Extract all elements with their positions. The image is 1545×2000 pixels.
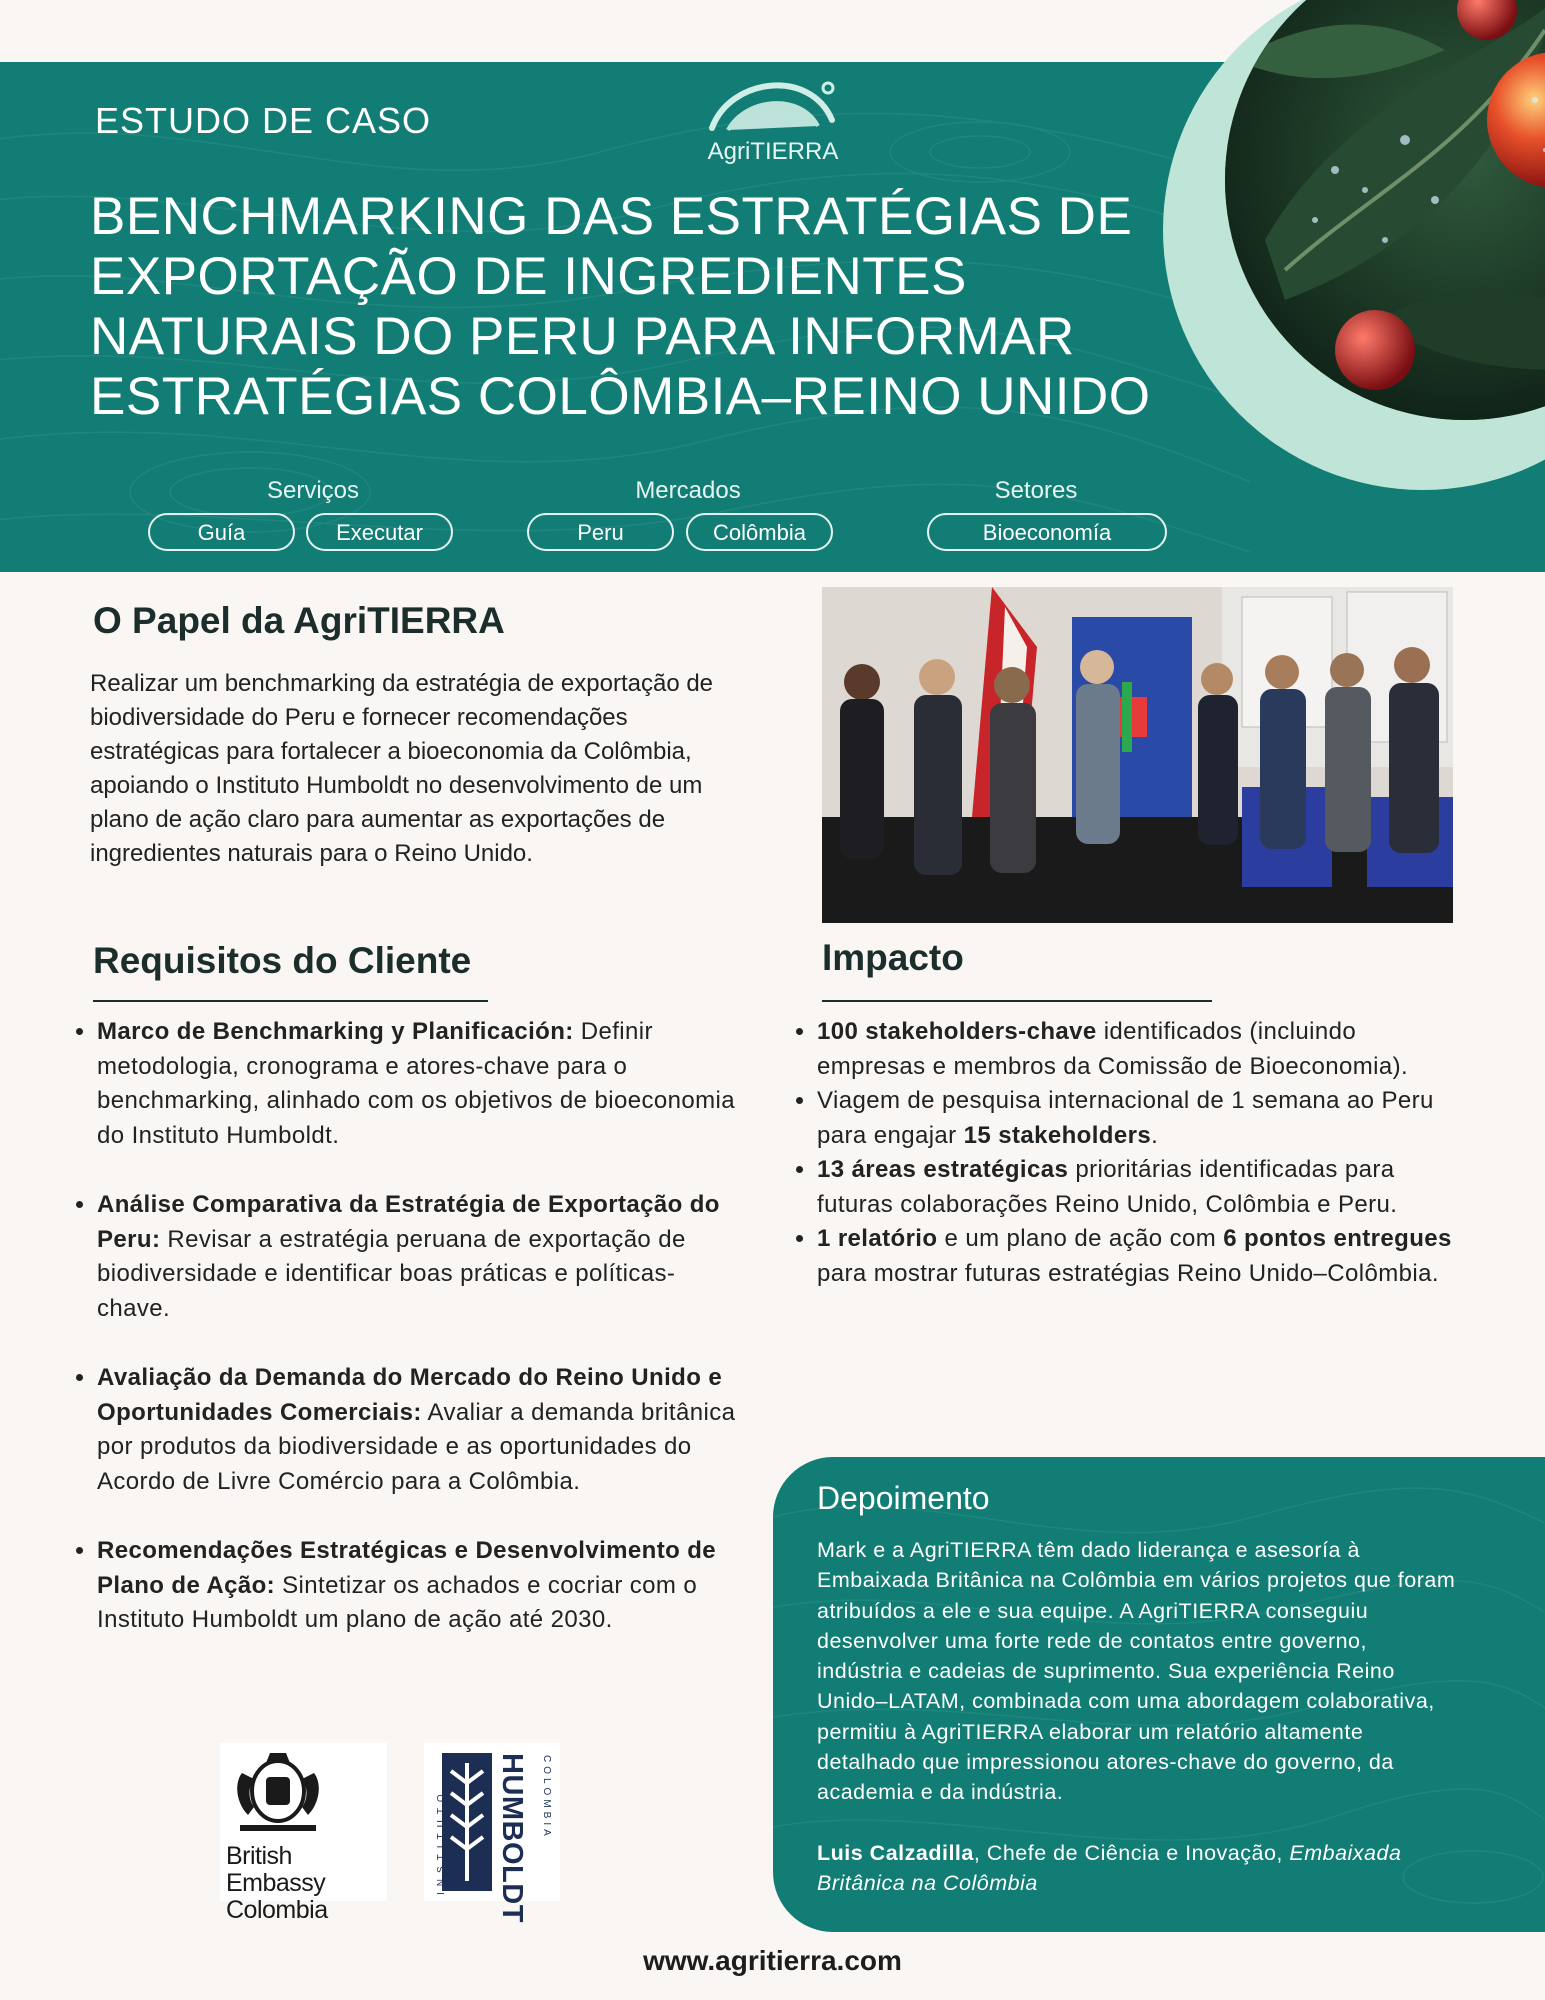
list-item <box>97 1534 747 1638</box>
humboldt-small-text: INSTITUTO <box>436 1788 447 1895</box>
embassy-text <box>226 1843 387 1924</box>
requirement-heading: Análise Comparativa da Estratégia de Exportação do Peru: <box>97 1191 720 1253</box>
list-item <box>817 1222 1452 1291</box>
embassy-line-1: British Embassy <box>226 1842 326 1897</box>
testimonial-quote <box>817 1535 1457 1898</box>
tag-bioeconomia: Bioeconomía <box>927 513 1167 551</box>
impact-text: prioritárias identificadas para futuras colaborações Reino Unido, Colômbia e Peru. <box>817 1156 1398 1218</box>
markets-label: Mercados <box>635 477 741 504</box>
website-url[interactable]: www.agritierra.com <box>643 1945 902 1976</box>
author-role: , Chefe de Ciência e Inovação, <box>973 1840 1290 1865</box>
tag-guia: Guía <box>148 513 295 551</box>
impact-highlight: 13 áreas estratégicas <box>817 1156 1069 1183</box>
impact-title: Impacto <box>822 937 964 978</box>
list-item <box>97 1361 747 1499</box>
tag-colombia: Colômbia <box>686 513 833 551</box>
list-item <box>817 1015 1452 1084</box>
team-photo <box>822 587 1453 923</box>
role-title: O Papel da AgriTIERRA <box>93 600 505 641</box>
humboldt-logo <box>424 1743 560 1923</box>
british-embassy-logo <box>220 1743 387 1924</box>
tag-peru: Peru <box>527 513 674 551</box>
impact-divider <box>822 1000 1212 1002</box>
list-item <box>817 1153 1452 1222</box>
impact-highlight: 15 stakeholders <box>963 1121 1152 1149</box>
tag-executar: Executar <box>306 513 453 551</box>
requirement-heading: Avaliação da Demanda do Mercado do Reino Unido e Oportunidades Comerciais: <box>97 1364 723 1426</box>
requirements-title: Requisitos do Cliente <box>93 940 472 981</box>
impact-text: . <box>1151 1121 1159 1149</box>
quote-text: Mark e a AgriTIERRA têm dado liderança e asesoría à Embaixada Britânica na Colômbia em vários projetos que foram atribuídos a ele e sua equipe. A AgriTIERRA conseguiu desenvolver uma forte rede de contatos entre governo, indústria e cadeias de suprimento. Sua experiência Reino Unido–LATAM, combinada com uma abordagem colaborativa, permitiu à AgriTIERRA elaborar um relatório altamente detalhado que impressionou atores-chave do governo, da academia e da indústria. <box>817 1538 1456 1805</box>
testimonial-title: Depoimento <box>817 1480 990 1516</box>
testimonial-attribution <box>817 1838 1457 1899</box>
role-text: Realizar um benchmarking da estratégia de exportação de biodiversidade do Peru e fornecer recomendações estratégicas para fortalecer a bioeconomia da Colômbia, apoiando o Instituto Humboldt no desenvolvimento de um plano de ação claro para aumentar as exportações de ingredientes naturais para o Reino Unido. <box>90 670 714 867</box>
embassy-line-2: Colombia <box>226 1896 328 1924</box>
requirement-heading: Recomendações Estratégicas e Desenvolvimento de Plano de Ação: <box>97 1537 717 1599</box>
impact-highlight: 1 relatório <box>817 1225 938 1252</box>
author-organization: Embaixada Britânica na Colômbia <box>817 1840 1402 1895</box>
humboldt-name: HUMBOLDT <box>496 1753 528 1923</box>
requirement-text: Avaliar a demanda britânica por produtos da biodiversidade e as oportunidades do Acordo de Livre Comércio para a Colômbia. <box>97 1398 736 1495</box>
impact-text: para mostrar futuras estratégias Reino Unido–Colômbia. <box>817 1259 1439 1287</box>
requirements-list <box>67 1015 747 1673</box>
humboldt-country: COLOMBIA <box>541 1755 552 1840</box>
case-study-label: ESTUDO DE CASO <box>95 100 432 141</box>
list-item <box>817 1084 1452 1153</box>
requirement-heading: Marco de Benchmarking y Planificación: <box>97 1018 574 1045</box>
list-item <box>97 1188 747 1326</box>
requirements-divider <box>93 1000 488 1002</box>
author-name: Luis Calzadilla <box>817 1840 974 1865</box>
impact-highlight: 6 pontos entregues <box>1223 1225 1452 1252</box>
case-study-title: BENCHMARKING DAS ESTRATÉGIAS DE EXPORTAÇÃO DE INGREDIENTES NATURAIS DO PERU PARA INFORMAR ESTRATÉGIAS COLÔMBIA–REINO UNIDO <box>90 187 1151 426</box>
brand-name: AgriTIERRA <box>707 138 839 165</box>
royal-coat-of-arms-icon <box>220 1743 387 1843</box>
impact-text: e um plano de ação com <box>937 1225 1224 1252</box>
sectors-label: Setores <box>994 477 1078 504</box>
impact-highlight: 100 stakeholders-chave <box>817 1018 1097 1045</box>
impact-text: identificados (incluindo empresas e membros da Comissão de Bioeconomia). <box>817 1018 1409 1080</box>
requirement-text: Revisar a estratégia peruana de exportação de biodiversidade e identificar boas práticas e políticas-chave. <box>97 1225 686 1322</box>
list-item <box>97 1015 747 1153</box>
requirement-text: Sintetizar os achados e cocriar com o Instituto Humboldt um plano de ação até 2030. <box>97 1571 698 1633</box>
impact-list <box>787 1015 1452 1291</box>
requirement-text: Definir metodologia, cronograma e atores-chave para o benchmarking, alinhado com os objetivos de bioeconomia do Instituto Humboldt. <box>97 1018 735 1149</box>
services-label: Serviços <box>266 477 360 504</box>
impact-text: Viagem de pesquisa internacional de 1 semana ao Peru para engajar <box>817 1087 1434 1149</box>
